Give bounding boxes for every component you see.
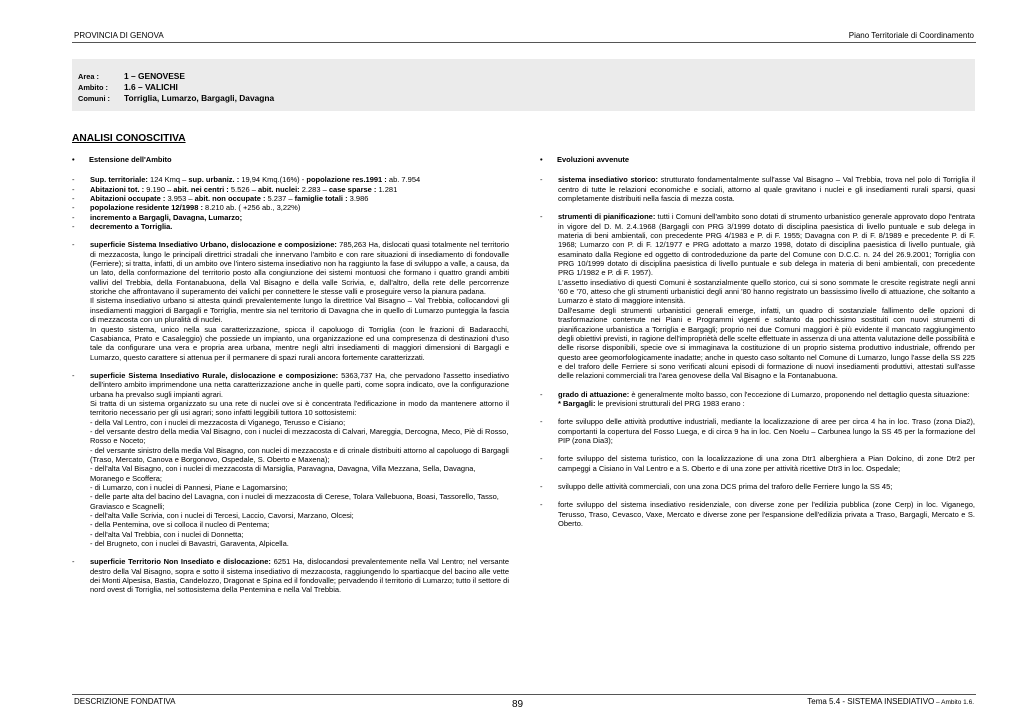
assetto-text: L'assetto insediativo di questi Comuni è sostanzialmente quello storico, cui si sono sommate le crescite registrate negli anni '60 e '70, atteso che gli strumenti urbanistici degli anni '80 hanno registrato un bassissimo livello di attuazione, che soltanto a Lumarzo è stato di maggiore intensità. [558, 277, 975, 306]
grado-text: è generalmente molto basso, con l'eccezione di Lumarzo, proponendo nel dettaglio questa situazione: [629, 389, 970, 399]
dash-icon: - [540, 481, 543, 491]
stat-label: abit. nei centri : [173, 184, 229, 194]
section-title: ANALISI CONOSCITIVA [72, 133, 186, 144]
footer-theme-ambito: – Ambito 1.6. [934, 699, 974, 706]
stat-label: abit. nuclei: [258, 184, 300, 194]
dash-icon: - [540, 500, 543, 510]
grado-item [540, 390, 975, 409]
bargagli-point [540, 417, 975, 445]
stat-value: 9.190 – [144, 184, 174, 194]
header-province: PROVINCIA DI GENOVA [74, 31, 164, 40]
footer-rule [72, 694, 976, 695]
page-number: 89 [512, 699, 524, 710]
rurale-title: superficie Sistema Insediativo Rurale, dislocazione e composizione: [90, 370, 339, 380]
stats-line-1 [72, 175, 509, 184]
header-plan-title: Piano Territoriale di Coordinamento [848, 31, 974, 40]
right-column [540, 155, 975, 537]
bargagli-point [540, 500, 975, 528]
urbano-text-1: 785,263 Ha, dislocati quasi totalmente nel territorio di mezzacosta, lungo le principali direttrici stradali che innervano l'ambito e con rare situazioni di insediamento di fondovalle (Ferriere); si tratta, infatti, di un ambito ove l'intero sistema insediativo non ha raggiunto la fase di sviluppo a valle, a causa, da un lato, della conformazione del territorio posto alla congiunzione dei sistemi montuosi che formano i quattro grandi ambiti vallivi del Trebbia, della Fontanabuona, della Val Bisagno e della valle Scrivia, e, dall'altro, della rete delle percorrenze storiche che affrontavano il superamento dei valichi per connettere le stesse valli e proseguire verso la pianura padana. [90, 240, 509, 297]
subsystem-item: - delle parte alta del bacino del Lavagna, con i nuclei di mezzacosta di Cerese, Tolara Vallebuona, Boasi, Tassorello, Tasso, Graviasco e Scagnelli; [90, 492, 499, 511]
footer-theme [807, 697, 974, 706]
stats-line-6 [72, 222, 509, 231]
dash-icon: - [72, 557, 75, 567]
storico-item [540, 175, 975, 203]
stats-list [72, 175, 509, 231]
info-box [72, 59, 975, 111]
stat-label: case sparse : [328, 184, 377, 194]
strumenti-title: strumenti di pianificazione: [558, 212, 656, 222]
dash-icon: - [72, 212, 75, 222]
stat-value: 3.986 [347, 194, 369, 204]
info-area-value: 1 – GENOVESE [124, 71, 185, 81]
left-column [72, 155, 509, 604]
stat-value: 124 Kmq – [147, 175, 189, 185]
storico-title: sistema insediativo storico: [558, 175, 658, 185]
stat-value: 3.953 – [165, 194, 195, 204]
strumenti-item [540, 212, 975, 380]
stat-value: 2.283 – [299, 184, 329, 194]
stat-value: 19,94 Kmq.(16%) - [239, 175, 307, 185]
stats-line-2 [72, 185, 509, 194]
subsystem-item: - dell'alta Val Bisagno, con i nuclei di mezzacosta di Marsiglia, Paravagna, Davagna, Villa Mezzana, Sella, Davagna, Moranego e Scoffera; [90, 464, 476, 483]
dash-icon: - [72, 222, 75, 232]
grado-title: grado di attuazione: [558, 389, 630, 399]
subsystem-item: - di Lumarzo, con i nuclei di Pannesi, Piane e Lagomarsino; [90, 483, 288, 492]
dash-icon: - [72, 184, 75, 194]
stat-value: ab. 7.954 [386, 175, 421, 185]
stat-label: popolazione residente 12/1998 : [90, 203, 203, 213]
info-ambito-row [78, 80, 178, 91]
stat-label: abit. non occupate : [194, 194, 266, 204]
storico-text: strutturato fondamentalmente sull'asse Val Bisagno – Val Trebbia, trova nel polo di Torriglia il centro di tutte le relazioni economiche e sociali, attorno al quale gravitano i nuclei e gli insediamenti rurali sparsi, quasi completamente distribuiti nella fascia di mezza costa. [558, 175, 975, 204]
dallesame-text: Dall'esame degli strumenti urbanistici generali emerge, infatti, un quadro di sostanziale fallimento delle opzioni di trasformazione contenute nei Piani e Programmi vigenti e soltanto da pochissimo sostituiti con nuovi strumenti di pianificazione urbanistica a Torriglia e Bargagli; proprio nei due Comuni maggiori è più evidente il mancato raggiungimento degli obiettivi previsti, in ragione dell'impropriètà delle scelte effettuate in assenza di una attenta valutazione delle possibilità e delle risorse disponibili, specie ove si immaginava la costituzione di un proprio sistema produttivo industriale, offrendo per questo aree geomorfologicamente inadatte; anche in questo caso soltanto nel Comune di Lumarzo, lungo l'asse della SS 225 e del traforo delle Ferriere si sono verificati alcuni episodi di formazione di nuovi insediamenti produttivi, attestati sull'asse delle relazioni commerciali tra l'area genovese della Val Bisagno e la Fontanabuona. [558, 305, 975, 381]
dash-icon: - [72, 370, 75, 380]
non-insediato-item [72, 557, 509, 594]
bargagli-point-text: sviluppo delle attività commerciali, con una zona DCS prima del traforo delle Ferriere lungo la SS 45; [558, 481, 893, 491]
stats-line-3 [72, 194, 509, 203]
strumenti-text: tutti i Comuni dell'ambito sono dotati di strumento urbanistico generale approvato dopo l'entrata in vigore del D. M. 2.4.1968 (Bargagli con PRG 3/1999 dotato di disciplina paesistica di livello puntuale e sub delega in materia di beni ambientali, con precedente PRG 4/1983 e P. di F. 1955; Davagna con P. di F. 8/1989 e precedente P. di F. 1968; Lumarzo con P. di F. 12/1977 e PRG adottato a marzo 1998, dotato di disciplina paesistica di livello puntuale, già esaminato dalla Regione ed oggetto di controdeduzione da parte del Comune con D.C.C. n. 24 del 26.9.2001; Torriglia con PRG 10/1999 dotato di disciplina paesistica di livello puntuale e sub delega in materia di beni ambientali, con precedente PRG 1/1982 e P. di F. 1957). [558, 212, 975, 278]
stats-line-5 [72, 213, 509, 222]
subsystem-item: - della Val Lentro, con i nuclei di mezzacosta di Viganego, Terusso e Cisiano; [90, 417, 346, 427]
header-rule [72, 42, 976, 43]
info-comuni-key: Comuni : [78, 94, 111, 103]
bargagli-point [540, 482, 975, 491]
subsystem-list [90, 418, 509, 549]
stat-label: popolazione res.1991 : [306, 175, 387, 185]
stat-value: 5.237 – [265, 194, 295, 204]
info-area-key: Area : [78, 72, 99, 81]
dash-icon: - [72, 194, 75, 204]
stat-label: famiglie totali : [294, 194, 348, 204]
bargagli-title: * Bargagli: [558, 398, 596, 408]
stat-label: decremento a Torriglia. [90, 222, 173, 232]
urbano-item [72, 240, 509, 361]
dash-icon: - [72, 240, 75, 250]
subsystem-item: - dell'alta Valle Scrivia, con i nuclei di Tercesi, Laccio, Cavorsi, Marzano, Olcesi; [90, 511, 354, 521]
dash-icon: - [540, 175, 543, 185]
dash-icon: - [540, 417, 543, 427]
bargagli-point-text: forte sviluppo del sistema turistico, con la localizzazione di una zona Dtr1 alberghiera a Pian Dolcino, di zone Dtr2 per campeggi a Cisiano in Val Lentro e a S. Oberto e di una zone per attività ricettive Dtr3 in loc. Ospedale; [558, 454, 975, 473]
stat-label: Abitazioni occupate : [90, 194, 166, 204]
stat-label: incremento a Bargagli, Davagna, Lumarzo; [90, 212, 243, 222]
urbano-text-3: In questo sistema, unico nella sua caratterizzazione, spicca il capoluogo di Torriglia (con le frazioni di Badaracchi, Casabianca, Prato e Casaleggio) che possiede un impianto, una organizzazione ed una compresenza di destinazioni d'uso tale da configurare una vera e propria area urbana, mentre negli altri insediamenti di maggiori dimensioni di Bargagli e Lumarzo, questo carattere si attenua per il permanere di spazi rurali ancora fortemente caratterizzati. [90, 324, 509, 362]
rurale-text-2: Si tratta di un sistema organizzato su una rete di nuclei ove si è concentrata l'edificazione in modo da mantenere attorno il territorio necessario per gli usi agrari; sono infatti leggibili tuttora 10 sottosistemi: [90, 398, 509, 418]
subsystem-item: - della Pentemina, ove si colloca il nucleo di Pentema; [90, 520, 270, 530]
stat-label: Abitazioni tot. : [90, 184, 145, 194]
rurale-text-1: 5363,737 Ha, che pervadono l'assetto insediativo dell'intero ambito imprimendone una netta caratterizzazione anche in quelle parti, come sopra indicato, ove la configurazione urbana ha prevalso sugli impianti agrari. [90, 370, 509, 399]
right-paragraph-list [540, 175, 975, 528]
subsystem-item: - del versante destro della media Val Bisagno, con i nuclei di mezzacosta di Calvari, Mareggia, Dercogna, Meco, Piè di Rosso, Rosso e Noceto; [90, 426, 509, 446]
stat-label: sup. urbaniz. : [188, 175, 240, 185]
urbano-text-2: Il sistema insediativo urbano si attesta quindi prevalentemente lungo la direttrice Val Bisagno – Val Trebbia, collocandovi gli insediamenti maggiori di Bargagli e Torriglia, mentre sia nel territorio di Davagna che in quello di Lumarzo punteggia la fascia di mezzacosta con un pluralità di nuclei. [90, 296, 509, 325]
dash-icon: - [540, 212, 543, 222]
bullet-icon: • [72, 155, 75, 164]
urbano-title: superficie Sistema Insediativo Urbano, dislocazione e composizione: [90, 240, 337, 250]
info-ambito-key: Ambito : [78, 83, 108, 92]
rurale-item [72, 371, 509, 549]
non-insediato-text: 6251 Ha, dislocandosi prevalentemente nella Val Lentro; nel versante destro della Val Bisagno, sopra e sotto il sistema insediativo di mezzacosta, raggiungendo lo spartiacque del bacino alle vette dei Monti Alpesisa, Bastia, Candelozzo, Dragonat e Spina ed il fondovalle; pervadendo il territorio di Lumarzo; tutto il settore di nord ovest di Torriglia, nel sottosistema della Pentemina e nella Val Trebbia. [90, 557, 510, 595]
stat-value: 5.526 – [228, 184, 258, 194]
dash-icon: - [540, 389, 543, 399]
right-heading [540, 155, 975, 164]
left-heading [72, 155, 509, 164]
info-comuni-row [78, 91, 274, 102]
dash-icon: - [72, 203, 75, 213]
info-ambito-value: 1.6 – VALICHI [124, 82, 178, 92]
bullet-icon: • [540, 155, 543, 164]
footer-section: DESCRIZIONE FONDATIVA [74, 697, 176, 706]
left-paragraph-list [72, 240, 509, 594]
stat-value: 8.210 ab. ( +256 ab., 3,22%) [202, 203, 301, 213]
dash-icon: - [72, 175, 75, 185]
bargagli-point [540, 454, 975, 473]
dash-icon: - [540, 454, 543, 464]
non-insediato-title: superficie Territorio Non Insediato e dislocazione: [90, 557, 271, 567]
left-heading-text: Estensione dell'Ambito [89, 155, 172, 164]
bargagli-point-text: forte sviluppo del sistema insediativo residenziale, con diverse zone per l'edilizia pubblica (zone Cerp) in loc. Viganego, Terusso, Traso, Cevasco, Vaxe, Mercato e diverse zone per l'espansione dell'edilizia privata a Traso, Bargagli, Mercato e S. Oberto. [558, 500, 975, 528]
subsystem-item: - del Brugneto, con i nuclei di Bavastri, Garaventa, Alpicella. [90, 539, 289, 549]
stats-line-4 [72, 203, 509, 212]
bargagli-text: le previsioni strutturali del PRG 1983 erano : [595, 398, 745, 408]
info-area-row [78, 69, 185, 80]
subsystem-item: - del versante sinistro della media Val Bisagno, con nuclei di mezzacosta e di crinale distribuiti attorno al capoluogo di Bargagli (Traso, Mercato, Canova e Borgonovo, Ospedale, S. Oberto e Maxena); [90, 445, 509, 464]
footer-theme-main: Tema 5.4 - SISTEMA INSEDIATIVO [807, 697, 935, 706]
stat-value: 1.281 [376, 184, 398, 194]
stat-label: Sup. territoriale: [90, 175, 148, 185]
info-comuni-value: Torriglia, Lumarzo, Bargagli, Davagna [124, 93, 275, 103]
right-heading-text: Evoluzioni avvenute [557, 155, 630, 164]
subsystem-item: - dell'alta Val Trebbia, con i nuclei di Donnetta; [90, 529, 244, 539]
bargagli-point-text: forte sviluppo delle attività produttive industriali, mediante la localizzazione di aree per circa 4 ha in loc. Traso (zona Dia2), comportanti la copertura del Fosso Luega, e di circa 9 ha in loc. Cen Noelu – Carbunea lungo la SS 45 per la formazione del PIP (zona Dia3); [558, 417, 975, 445]
